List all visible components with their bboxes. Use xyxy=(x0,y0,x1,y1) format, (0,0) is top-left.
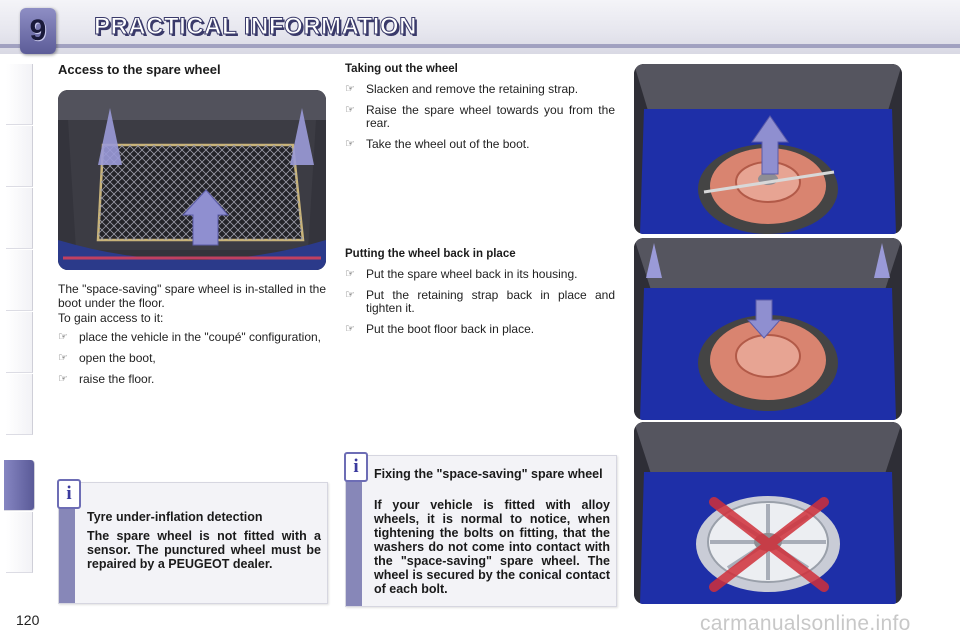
pointing-hand-icon: ☞ xyxy=(58,373,68,385)
lead-paragraph: To gain access to it: xyxy=(58,311,164,325)
side-tab[interactable] xyxy=(6,64,33,125)
side-tab[interactable] xyxy=(6,250,33,311)
boot-net-photo xyxy=(58,90,326,270)
side-tab[interactable] xyxy=(6,374,33,435)
list-item: ☞ open the boot, xyxy=(58,351,156,365)
list-item: ☞ Slacken and remove the retaining strap. xyxy=(345,82,579,96)
side-tab[interactable] xyxy=(6,188,33,249)
intro-paragraph: The "space-saving" spare wheel is in-stalled in the boot under the floor. xyxy=(58,282,326,310)
pointing-hand-icon: ☞ xyxy=(345,104,355,116)
section-heading-access: Access to the spare wheel xyxy=(58,62,221,77)
pointing-hand-icon: ☞ xyxy=(345,289,355,301)
info-box-body: The spare wheel is not fitted with a sensor. The punctured wheel must be repaired by a PEUGEOT dealer. xyxy=(87,529,321,571)
spare-wheel-housing-photo xyxy=(634,238,902,420)
side-tab[interactable] xyxy=(6,312,33,373)
alloy-wheel-not-allowed-photo xyxy=(634,422,902,604)
header-band xyxy=(0,44,960,48)
info-box-title: Tyre under-inflation detection xyxy=(87,510,263,524)
section-heading-putting-back: Putting the wheel back in place xyxy=(345,248,516,260)
spare-wheel-strap-photo xyxy=(634,64,902,234)
page-header xyxy=(0,0,960,54)
list-item: ☞ Put the retaining strap back in place and tighten it. xyxy=(345,288,615,315)
list-item: ☞ Put the boot floor back in place. xyxy=(345,322,535,336)
spare-wheel-housing-illustration xyxy=(634,238,902,420)
side-tab-active[interactable] xyxy=(4,460,35,511)
pointing-hand-icon: ☞ xyxy=(345,83,355,95)
chapter-number: 9 xyxy=(29,14,47,47)
info-box-tyre-detection xyxy=(58,482,328,604)
list-item: ☞ Put the spare wheel back in its housing. xyxy=(345,267,578,281)
pointing-hand-icon: ☞ xyxy=(58,331,68,343)
pointing-hand-icon: ☞ xyxy=(58,352,68,364)
pointing-hand-icon: ☞ xyxy=(345,323,355,335)
watermark: carmanualsonline.info xyxy=(700,612,911,635)
side-tab[interactable] xyxy=(6,126,33,187)
info-box-title: Fixing the "space-saving" spare wheel xyxy=(374,467,603,481)
access-steps xyxy=(58,331,326,394)
info-icon: i xyxy=(57,479,81,509)
pointing-hand-icon: ☞ xyxy=(345,268,355,280)
putting-back-steps xyxy=(345,268,615,344)
alloy-wheel-crossed-illustration xyxy=(634,422,902,604)
taking-out-steps xyxy=(345,83,615,159)
spare-wheel-strap-illustration xyxy=(634,64,902,234)
chapter-tab xyxy=(20,8,56,54)
info-box-body: If your vehicle is fitted with alloy wheels, it is normal to notice, when tightening the bolts on fitting, that the washers do not come into contact with the "space-saving" spare wheel. The wheel is secured by the conical contact of each bolt. xyxy=(374,498,610,596)
list-item: ☞ Raise the spare wheel towards you from the rear. xyxy=(345,103,615,130)
list-item: ☞ place the vehicle in the "coupé" configuration, xyxy=(58,330,322,344)
pointing-hand-icon: ☞ xyxy=(345,138,355,150)
chapter-side-tabs xyxy=(6,64,32,574)
info-icon: i xyxy=(344,452,368,482)
list-item: ☞ Take the wheel out of the boot. xyxy=(345,137,530,151)
list-item: ☞ raise the floor. xyxy=(58,372,155,386)
page-title: PRACTICAL INFORMATION xyxy=(94,13,417,40)
page-number: 120 xyxy=(16,612,40,628)
boot-net-illustration xyxy=(58,90,326,270)
section-heading-taking-out: Taking out the wheel xyxy=(345,63,458,75)
info-box-fixing-spare xyxy=(345,455,617,607)
side-tab[interactable] xyxy=(6,512,33,573)
